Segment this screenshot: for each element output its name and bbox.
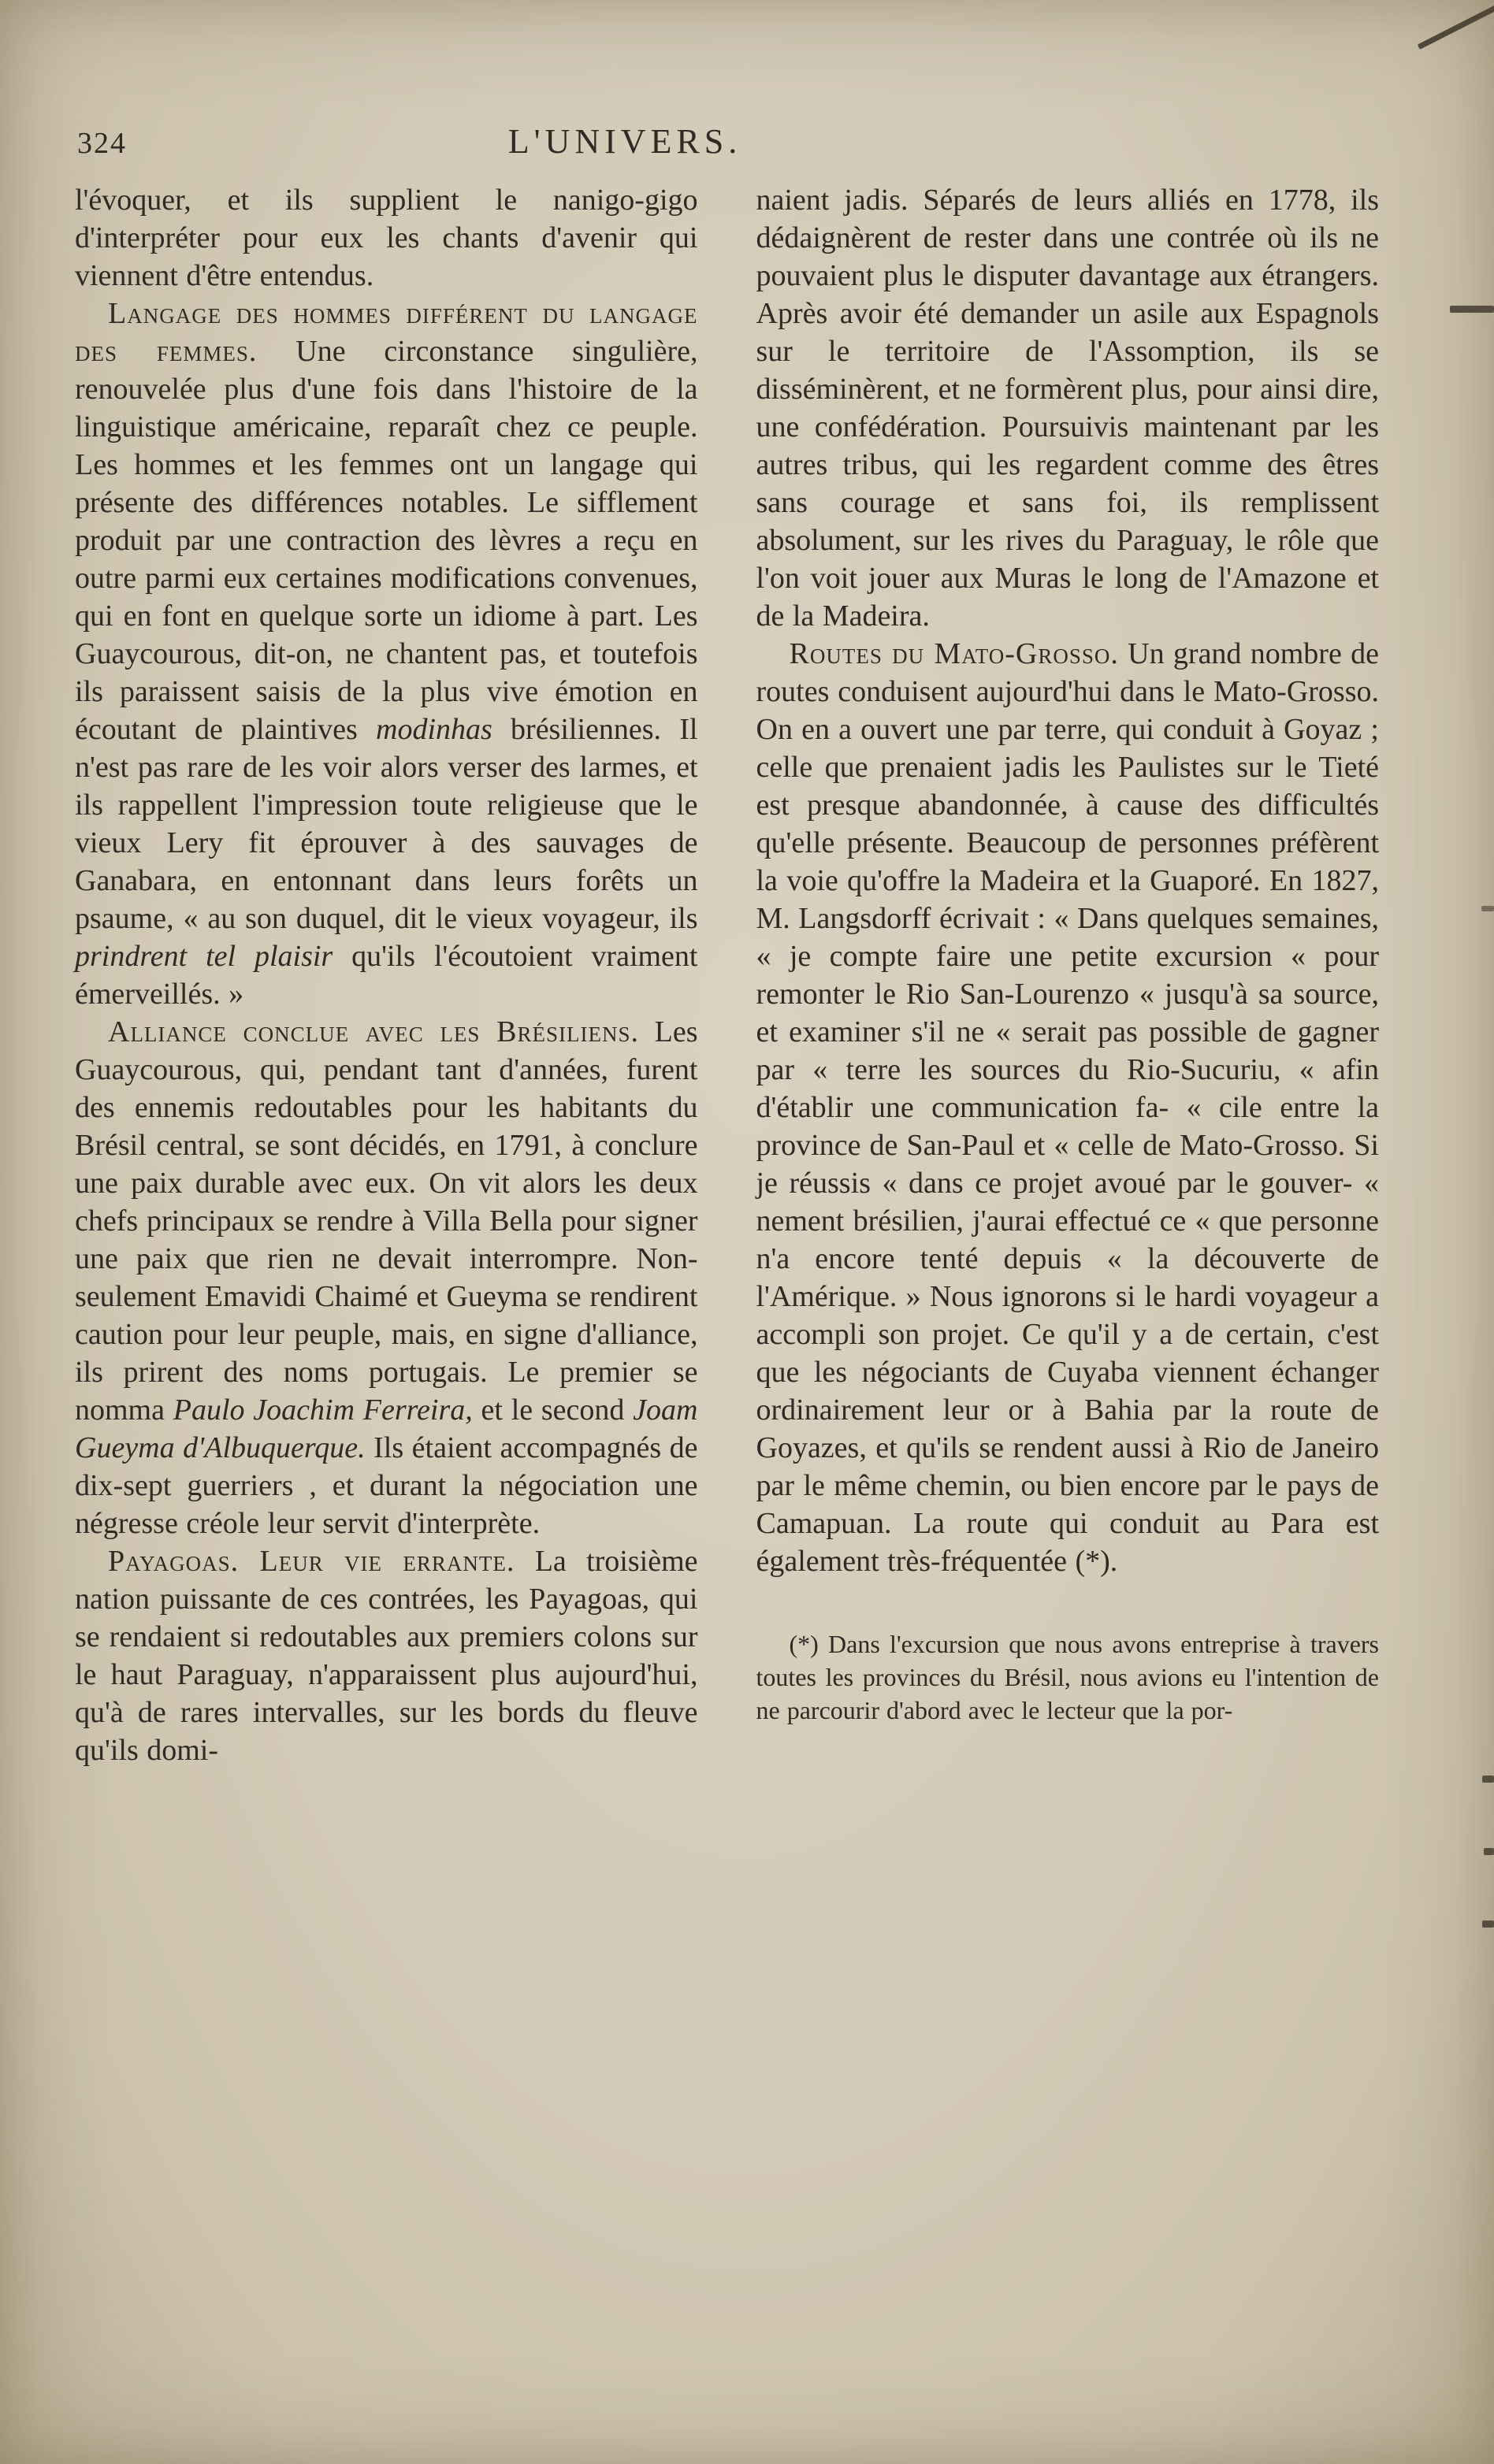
page-edge-mark (1482, 1776, 1494, 1783)
page-edge-mark (1450, 306, 1494, 313)
paragraph (75, 1013, 698, 1542)
paragraph (75, 181, 698, 295)
section-heading: Langage des hommes différent du langage des femmes. (75, 297, 698, 368)
text-run: La troisième nation puissante de ces contrées, les Payagoas, qui se rendaient si redoutables aux premiers colons sur le haut Paraguay, n'apparaissent plus aujourd'hui, qu'à de rares intervalles, sur les bords du fleuve qu'ils domi- (75, 1545, 698, 1767)
page-header (0, 0, 1494, 181)
text-run: (*) Dans l'excursion que nous avons entreprise à travers toutes les provinces du Brésil, nous avions eu l'intention de ne parcourir d'abord avec le lecteur que la por- (756, 1630, 1379, 1724)
section-heading: Payagoas. Leur vie errante. (108, 1545, 515, 1578)
text-run: Ils étaient accompagnés de dix-sept guerriers , et durant la négociation une négresse créole leur servit d'interprète. (75, 1431, 698, 1540)
section-heading: Alliance conclue avec les Brésiliens. (108, 1015, 639, 1048)
paragraph (75, 1542, 698, 1769)
page-edge-mark (1481, 906, 1494, 911)
text-run: l'évoquer, et ils supplient le nanigo-gigo d'interpréter pour eux les chants d'avenir qui viennent d'être entendus. (75, 184, 698, 292)
text-run: Joam Gueyma d'Albuquerque. (75, 1393, 698, 1464)
page-edge-mark (1482, 1920, 1494, 1928)
text-columns (0, 181, 1494, 1769)
page-edge-mark (1484, 1848, 1494, 1855)
paragraph (75, 295, 698, 1013)
text-run: et le second (472, 1393, 634, 1427)
running-title: L'UNIVERS. (507, 122, 742, 161)
left-column (75, 181, 698, 1769)
text-run: prindrent tel plaisir (75, 940, 333, 973)
text-run: modinhas (376, 713, 492, 746)
text-run: Une circonstance singulière, renouvelée plus d'une fois dans l'histoire de la linguistique américaine, reparaît chez ce peuple. Les hommes et les femmes ont un langage qui présente des différences notables. Le sifflement produit par une contraction des lèvres a reçu en outre parmi eux certaines modifications convenues, qui en font en quelque sorte un idiome à part. Les Guaycourous, dit-on, ne chantent pas, et toutefois ils paraissent saisis de la plus vive émotion en écoutant de plaintives (75, 335, 698, 746)
page-number: 324 (77, 127, 127, 160)
footnote (756, 1627, 1380, 1727)
text-run: Les Guaycourous, qui, pendant tant d'années, furent des ennemis redoutables pour les habitants du Brésil central, se sont décidés, en 1791, à conclure une paix durable avec eux. On vit alors les deux chefs principaux se rendre à Villa Bella pour signer une paix que rien ne devait interrompre. Non-seulement Emavidi Chaimé et Gueyma se rendirent caution pour leur peuple, mais, en signe d'alliance, ils prirent des noms portugais. Le premier se nomma (75, 1015, 698, 1427)
section-heading: Routes du Mato-Grosso. (789, 637, 1119, 670)
paragraph (756, 181, 1380, 635)
text-run: qu'ils l'écoutoient vraiment émerveillés. » (75, 940, 698, 1011)
right-column (756, 181, 1380, 1769)
paragraph (756, 635, 1380, 1580)
text-run: brésiliennes. Il n'est pas rare de les voir alors verser des larmes, et ils rappellent l'impression toute religieuse que le vieux Lery fit éprouver à des sauvages de Ganabara, en entonnant dans leurs forêts un psaume, « au son duquel, dit le vieux voyageur, ils (75, 713, 698, 935)
text-run: naient jadis. Séparés de leurs alliés en 1778, ils dédaignèrent de rester dans une contrée où ils ne pouvaient plus le disputer davantage aux étrangers. Après avoir été demander un asile aux Espagnols sur le territoire de l'Assomption, ils se disséminèrent, et ne formèrent plus, pour ainsi dire, une confédération. Poursuivis maintenant par les autres tribus, qui les regardent comme des êtres sans courage et sans foi, ils remplissent absolument, sur les rives du Paraguay, le rôle que l'on voit jouer aux Muras le long de l'Amazone et de la Madeira. (756, 184, 1379, 633)
text-run: Un grand nombre de routes conduisent aujourd'hui dans le Mato-Grosso. On en a ouvert une par terre, qui conduit à Goyaz ; celle que prenaient jadis les Paulistes sur le Tieté est presque abandonnée, à cause des difficultés qu'elle présente. Beaucoup de personnes préfèrent la voie qu'offre la Madeira et la Guaporé. En 1827, M. Langsdorff écrivait : « Dans quelques semaines, « je compte faire une petite excursion « pour remonter le Rio San-Lourenzo « jusqu'à sa source, et examiner s'il ne « serait pas possible de gagner par « terre les sources du Rio-Sucuriu, « afin d'établir une communication fa- « cile entre la province de San-Paul et « celle de Mato-Grosso. Si je réussis « dans ce projet avoué par le gouver- « nement brésilien, j'aurai effectué ce « que personne n'a encore tenté depuis « la découverte de l'Amérique. » Nous ignorons si le hardi voyageur a accompli son projet. Ce qu'il y a de certain, c'est que les négociants de Cuyaba viennent échanger ordinairement leur or à Bahia par la route de Goyazes, et qu'ils se rendent aussi à Rio de Janeiro par le même chemin, ou bien encore par le pays de Camapuan. La route qui conduit au Para est également très-fréquentée (*). (756, 637, 1379, 1578)
text-run: Paulo Joachim Ferreira, (173, 1393, 473, 1427)
